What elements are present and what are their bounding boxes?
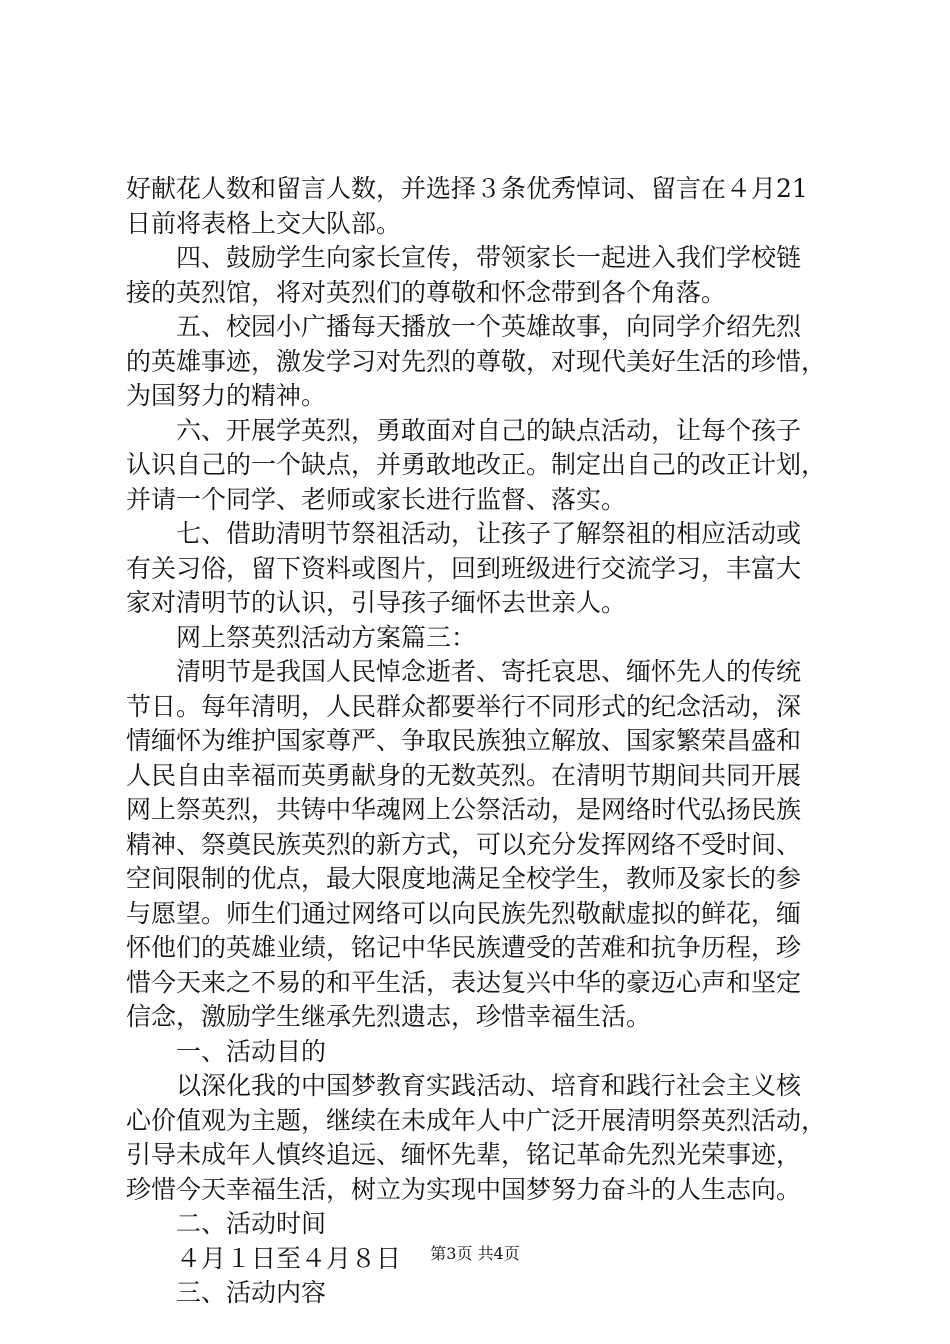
text-line: 三、活动内容 (176, 1278, 327, 1307)
text-line: 家对清明节的认识，引导孩子缅怀去世亲人。 (126, 588, 627, 617)
page-footer: 第3页 共4页 (430, 1244, 520, 1263)
text-line: 引导未成年人慎终追远、缅怀先辈，铭记革命先烈光荣事迹， (126, 1140, 802, 1169)
text-line: 四、鼓励学生向家长宣传，带领家长一起进入我们学校链 (176, 243, 802, 272)
text-line: 认识自己的一个缺点，并勇敢地改正。制定出自己的改正计划， (126, 450, 827, 479)
text-line: 有关习俗，留下资料或图片，回到班级进行交流学习，丰富大 (126, 553, 802, 583)
text-line: 精神、祭奠民族英烈的新方式，可以充分发挥网络不受时间、 (126, 829, 802, 859)
text-line: 情缅怀为维护国家尊严、争取民族独立解放、国家繁荣昌盛和 (126, 726, 802, 755)
text-line: 好献花人数和留言人数，并选择３条优秀悼词、留言在４月21 (126, 174, 808, 203)
text-line: 惜今天来之不易的和平生活，表达复兴中华的豪迈心声和坚定 (126, 967, 802, 997)
text-line: 二、活动时间 (176, 1209, 327, 1238)
text-line: 清明节是我国人民悼念逝者、寄托哀思、缅怀先人的传统 (176, 657, 802, 686)
text-line: 接的英烈馆，将对英烈们的尊敬和怀念带到各个角落。 (126, 277, 727, 307)
text-line: 五、校园小广播每天播放一个英雄故事，向同学介绍先烈 (176, 312, 802, 341)
text-line: 网上祭英烈，共铸中华魂网上公祭活动，是网络时代弘扬民族 (126, 795, 802, 824)
text-line: 与愿望。师生们通过网络可以向民族先烈敬献虚拟的鲜花，缅 (126, 898, 802, 928)
text-line: 网上祭英烈活动方案篇三： (176, 622, 477, 652)
text-line: 信念，激励学生继承先烈遗志，珍惜幸福生活。 (126, 1002, 652, 1031)
text-line: ４月１日至４月８日 (176, 1243, 402, 1273)
text-line: 的英雄事迹，激发学习对先烈的尊敬，对现代美好生活的珍惜， (126, 346, 827, 376)
text-line: 日前将表格上交大队部。 (126, 208, 402, 238)
text-line: 一、活动目的 (176, 1036, 327, 1066)
document-body (126, 172, 846, 1311)
text-line: 并请一个同学、老师或家长进行监督、落实。 (126, 484, 627, 514)
text-line: 空间限制的优点，最大限度地满足全校学生，教师及家长的参 (126, 864, 802, 893)
text-line: 以深化我的中国梦教育实践活动、培育和践行社会主义核 (176, 1071, 802, 1100)
text-line: 珍惜今天幸福生活，树立为实现中国梦努力奋斗的人生志向。 (126, 1174, 802, 1204)
text-line: 节日。每年清明，人民群众都要举行不同形式的纪念活动，深 (126, 691, 802, 721)
text-line: 为国努力的精神。 (126, 381, 327, 410)
text-line: 心价值观为主题，继续在未成年人中广泛开展清明祭英烈活动， (126, 1105, 827, 1135)
text-line: 六、开展学英烈，勇敢面对自己的缺点活动，让每个孩子 (176, 415, 802, 445)
text-line: 怀他们的英雄业绩，铭记中华民族遭受的苦难和抗争历程，珍 (126, 933, 802, 962)
text-line: 七、借助清明节祭祖活动，让孩子了解祭祖的相应活动或 (176, 519, 802, 548)
text-line: 人民自由幸福而英勇献身的无数英烈。在清明节期间共同开展 (126, 760, 802, 790)
